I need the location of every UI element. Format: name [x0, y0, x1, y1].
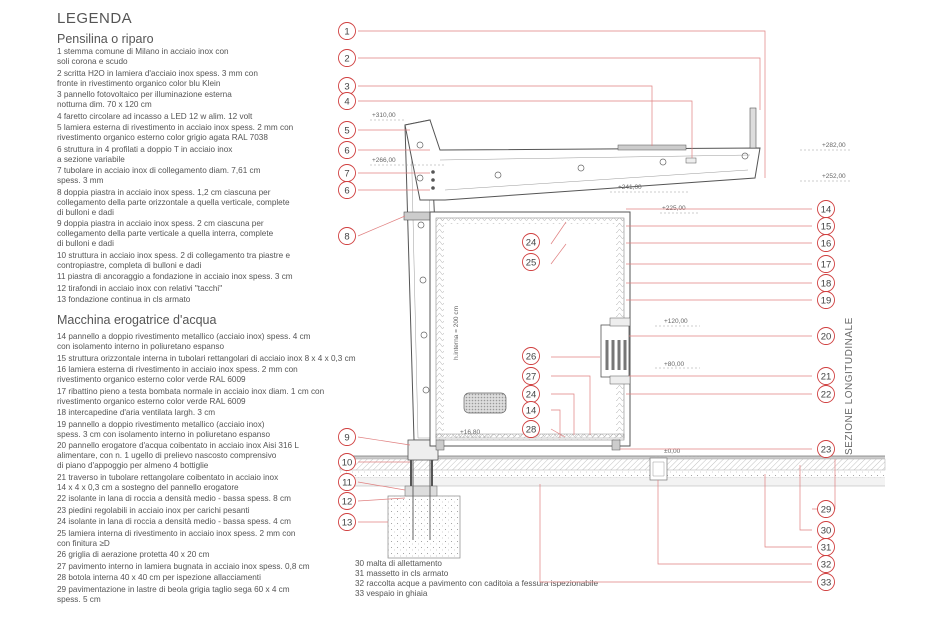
- left-callout-number: 8: [344, 231, 350, 243]
- right-callout-number: 17: [820, 259, 832, 271]
- left-callout-number: 1: [344, 26, 350, 38]
- level-282: +282,00: [822, 142, 846, 149]
- level-225: +225,00: [662, 205, 686, 212]
- left-callout-number: 2: [344, 53, 350, 65]
- level-16: +16,80: [460, 429, 481, 436]
- right-callout-number: 19: [820, 295, 832, 307]
- right-callout-number: 22: [820, 389, 832, 401]
- legend-title: LEGENDA: [57, 10, 133, 27]
- right-callout-number: 21: [820, 371, 832, 383]
- legend-item: 16 lamiera esterna di rivestimento in acciaio inox spess. 2 mm con rivestimento organico esterno color verde RAL 6009: [57, 365, 298, 384]
- legend-item: 31 massetto in cls armato: [355, 569, 449, 578]
- legend-item: 18 intercapedine d'aria ventilata largh. 3 cm: [57, 408, 216, 417]
- legend-item: 10 struttura in acciaio inox spess. 2 di collegamento tra piastre e contropiastre, completa di bulloni e dadi: [57, 250, 291, 270]
- right-callout-number: 18: [820, 278, 832, 290]
- right-callout-number: 16: [820, 238, 832, 250]
- level-310: +310,00: [372, 112, 396, 119]
- legend-item: 3 pannello fotovoltaico per illuminazione esterna notturna dim. 70 x 120 cm: [57, 90, 232, 109]
- legend-item: 13 fondazione continua in cls armato: [57, 295, 191, 304]
- legend-item: 14 pannello a doppio rivestimento metallico (acciaio inox) spess. 4 cm con isolamento interno in poliuretano espanso: [57, 332, 311, 351]
- legend-item: 21 traverso in tubolare rettangolare coibentato in acciaio inox 14 x 4 x 0,3 cm a sostegno del pannello erogatore: [57, 472, 279, 492]
- right-callout-number: 15: [820, 221, 832, 233]
- section-title-canopy: Pensilina o riparo: [57, 32, 154, 46]
- legend-item: 17 ribattino pieno a testa bombata normale in acciaio inox diam. 1 cm con rivestimento organico esterno color verde RAL 6009: [57, 386, 325, 406]
- legend-item: 22 isolante in lana di roccia a densità medio - bassa spess. 8 cm: [57, 494, 291, 503]
- section-title-dispenser: Macchina erogatrice d'acqua: [57, 313, 217, 327]
- legend-item: 30 malta di allettamento: [355, 559, 442, 568]
- legend-item: 6 struttura in 4 profilati a doppio T in acciaio inox a sezione variabile: [57, 144, 233, 164]
- legend-item: 8 doppia piastra in acciaio inox spess. 1,2 cm ciascuna per collegamento della parte orizzontale a quella verticale, complete di bulloni e dadi: [57, 187, 290, 217]
- legend-item: 4 faretto circolare ad incasso a LED 12 w alim. 12 volt: [57, 111, 253, 121]
- legend-item: 11 piastra di ancoraggio a fondazione in acciaio inox spess. 3 cm: [57, 272, 293, 281]
- level-266: +266,00: [372, 157, 396, 164]
- level-120: +120,00: [664, 318, 688, 325]
- drain-channel: [650, 458, 667, 480]
- inner-height-label: h.interna = 200 cm: [453, 305, 460, 360]
- right-callout-number: 23: [820, 444, 832, 456]
- plate-8: [404, 212, 432, 220]
- ground-layers: [340, 456, 885, 489]
- inner-callout-number: 28: [525, 424, 537, 436]
- legend-item: 12 tirafondi in acciaio inox con relativi "tacchi": [57, 283, 223, 293]
- legend-item: 5 lamiera esterna di rivestimento in acciaio inox spess. 2 mm con rivestimento organico esterno color grigio agata RAL 7038: [57, 123, 294, 142]
- level-252: +252,00: [822, 173, 846, 180]
- legend-item: 28 botola interna 40 x 40 cm per ispezione allacciamenti: [57, 573, 261, 582]
- right-callout-number: 30: [820, 525, 832, 537]
- level-241: +241,00: [618, 184, 642, 191]
- right-callout-number: 32: [820, 559, 832, 571]
- left-callout-number: 13: [341, 517, 353, 529]
- left-callout-number: 5: [344, 125, 350, 137]
- right-callout-number: 14: [820, 204, 832, 216]
- canopy: [405, 108, 760, 200]
- inner-callout-number: 26: [525, 351, 537, 363]
- legend-item: 32 raccolta acque a pavimento con caditoia a fessura ispezionabile: [355, 579, 599, 588]
- left-callout-number: 7: [344, 168, 350, 180]
- legend-item: 24 isolante in lana di roccia a densità medio - bassa spess. 4 cm: [57, 517, 291, 526]
- section-label: SEZIONE LONGITUDINALE: [844, 317, 855, 455]
- right-callout-number: 20: [820, 331, 832, 343]
- legend-item: 20 pannello erogatore d'acqua coibentato in acciaio inox Aisi 316 L alimentare, con n. 1 ugello di prelievo nascosto comprensivo di piano d'appoggio per almeno 4 bottiglie: [57, 441, 299, 470]
- left-callout-number: 11: [342, 477, 352, 489]
- inner-callout-number: 25: [525, 257, 537, 269]
- legend-item: 27 pavimento interno in lamiera bugnata in acciaio inox spess. 0,8 cm: [57, 561, 310, 571]
- inner-callout-number: 27: [525, 371, 537, 383]
- emblem: [750, 108, 756, 148]
- inner-callout-number: 24: [525, 389, 537, 401]
- legend-item: 25 lamiera interna di rivestimento in acciaio inox spess. 2 mm con con finitura ≥D: [57, 528, 296, 548]
- left-callout-number: 9: [344, 432, 350, 444]
- right-callout-number: 33: [820, 577, 832, 589]
- legend-item: 9 doppia piastra in acciaio inox spess. 2 cm ciascuna per collegamento della parte verticale a quella interra, complete di bulloni e dadi: [57, 219, 274, 248]
- legend-item: 26 griglia di aerazione protetta 40 x 20 cm: [57, 550, 210, 559]
- led-spot: [686, 158, 696, 163]
- vent-grille: [464, 393, 506, 413]
- inner-callout-number: 24: [525, 237, 537, 249]
- left-callout-number: 12: [341, 496, 353, 508]
- legend-item: 33 vespaio in ghiaia: [355, 589, 428, 598]
- legend-item: 7 tubolare in acciaio inox di collegamento diam. 7,61 cm spess. 3 mm: [57, 166, 261, 185]
- level-80: +80,00: [664, 361, 685, 368]
- left-callout-number: 10: [341, 457, 353, 469]
- right-callout-number: 29: [820, 504, 832, 516]
- legend-item: 1 stemma comune di Milano in acciaio inox con soli corona e scudo: [57, 47, 229, 66]
- level-0: ±0,00: [664, 448, 681, 455]
- legend-item: 19 pannello a doppio rivestimento metallico (acciaio inox) spess. 3 cm con isolamento interno in poliuretano espanso: [57, 419, 270, 439]
- left-callout-number: 4: [344, 96, 350, 108]
- legend-item: 29 pavimentazione in lastre di beola grigia taglio sega 60 x 4 cm spess. 5 cm: [57, 584, 290, 604]
- left-callout-number: 3: [344, 81, 350, 93]
- left-callout-number: 6: [344, 145, 350, 157]
- legend-item: 23 piedini regolabili in acciaio inox per carichi pesanti: [57, 505, 250, 515]
- legend-item: 2 scritta H2O in lamiera d'acciaio inox spess. 3 mm con fronte in rivestimento organico color blu Klein: [57, 68, 258, 88]
- left-callout-number: 6: [344, 185, 350, 197]
- legend-item: 15 struttura orizzontale interna in tubolari rettangolari di acciaio inox 8 x 4 x 0,3 cm: [57, 353, 356, 363]
- right-callout-number: 31: [820, 542, 832, 554]
- inner-callout-number: 14: [525, 405, 537, 417]
